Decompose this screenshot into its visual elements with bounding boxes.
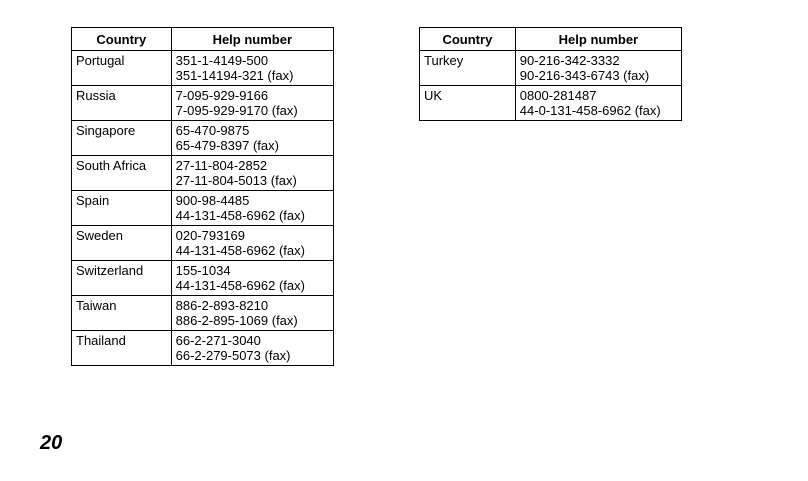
country-cell: Switzerland bbox=[72, 261, 172, 296]
help-number-cell bbox=[171, 261, 333, 296]
fax-number: 44-131-458-6962 (fax) bbox=[175, 208, 305, 223]
fax-number: 66-2-279-5073 (fax) bbox=[175, 348, 291, 363]
country-cell: Taiwan bbox=[72, 296, 172, 331]
help-numbers-table-left bbox=[71, 27, 334, 366]
country-cell: Portugal bbox=[72, 51, 172, 86]
table-row bbox=[72, 121, 334, 156]
table-header-row bbox=[420, 28, 682, 51]
country-cell: Sweden bbox=[72, 226, 172, 261]
help-number-cell bbox=[515, 51, 681, 86]
table-row bbox=[72, 51, 334, 86]
page-number: 20 bbox=[40, 432, 63, 454]
country-cell: Russia bbox=[72, 86, 172, 121]
fax-number: 7-095-929-9170 (fax) bbox=[175, 103, 298, 118]
country-cell: Singapore bbox=[72, 121, 172, 156]
help-number-cell bbox=[171, 191, 333, 226]
phone-number: 886-2-893-8210 bbox=[175, 298, 269, 313]
table-row bbox=[420, 86, 682, 121]
phone-number: 351-1-4149-500 bbox=[175, 53, 269, 68]
fax-number: 351-14194-321 (fax) bbox=[175, 68, 294, 83]
country-column-header: Country bbox=[72, 28, 172, 51]
phone-number: 020-793169 bbox=[175, 228, 246, 243]
phone-number: 900-98-4485 bbox=[175, 193, 250, 208]
country-cell: Turkey bbox=[420, 51, 516, 86]
help-number-column-header: Help number bbox=[171, 28, 333, 51]
table-row bbox=[72, 86, 334, 121]
phone-number: 155-1034 bbox=[175, 263, 231, 278]
help-number-cell bbox=[171, 331, 333, 366]
phone-number: 90-216-342-3332 bbox=[519, 53, 620, 68]
table-row bbox=[420, 51, 682, 86]
help-number-cell bbox=[171, 86, 333, 121]
help-number-cell bbox=[171, 121, 333, 156]
fax-number: 886-2-895-1069 (fax) bbox=[175, 313, 298, 328]
table-row bbox=[72, 191, 334, 226]
table-row bbox=[72, 156, 334, 191]
table-row bbox=[72, 226, 334, 261]
help-number-cell bbox=[171, 296, 333, 331]
country-cell: Spain bbox=[72, 191, 172, 226]
help-number-column-header: Help number bbox=[515, 28, 681, 51]
help-number-cell bbox=[515, 86, 681, 121]
phone-number: 65-470-9875 bbox=[175, 123, 250, 138]
country-cell: UK bbox=[420, 86, 516, 121]
fax-number: 65-479-8397 (fax) bbox=[175, 138, 279, 153]
table-row bbox=[72, 296, 334, 331]
country-column-header: Country bbox=[420, 28, 516, 51]
phone-number: 66-2-271-3040 bbox=[175, 333, 261, 348]
help-number-cell bbox=[171, 156, 333, 191]
fax-number: 44-131-458-6962 (fax) bbox=[175, 278, 305, 293]
fax-number: 90-216-343-6743 (fax) bbox=[519, 68, 650, 83]
help-numbers-table-right bbox=[419, 27, 682, 121]
phone-number: 27-11-804-2852 bbox=[175, 158, 268, 173]
country-cell: Thailand bbox=[72, 331, 172, 366]
phone-number: 7-095-929-9166 bbox=[175, 88, 269, 103]
table-row bbox=[72, 331, 334, 366]
fax-number: 27-11-804-5013 (fax) bbox=[175, 173, 297, 188]
help-number-cell bbox=[171, 226, 333, 261]
fax-number: 44-0-131-458-6962 (fax) bbox=[519, 103, 661, 118]
phone-number: 0800-281487 bbox=[519, 88, 597, 103]
help-number-cell bbox=[171, 51, 333, 86]
table-header-row bbox=[72, 28, 334, 51]
fax-number: 44-131-458-6962 (fax) bbox=[175, 243, 305, 258]
table-row bbox=[72, 261, 334, 296]
country-cell: South Africa bbox=[72, 156, 172, 191]
